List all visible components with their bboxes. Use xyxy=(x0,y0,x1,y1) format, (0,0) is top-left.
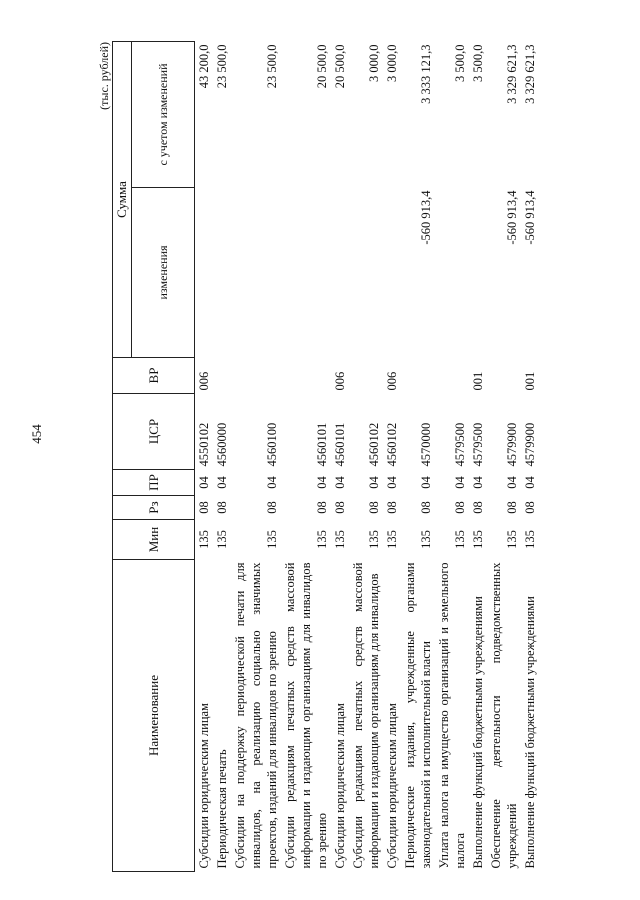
cell-change xyxy=(349,188,383,358)
header-changes: изменения xyxy=(132,188,195,358)
cell-pr: 04 xyxy=(385,476,399,489)
cell-vr: 006 xyxy=(197,371,211,391)
cell-total: 3 329 621,3 xyxy=(505,44,519,104)
cell-min: 135 xyxy=(367,530,381,549)
table-row xyxy=(281,42,331,872)
cell-total: 20 500,0 xyxy=(315,44,329,89)
cell-change xyxy=(469,188,487,358)
cell-change xyxy=(195,188,214,358)
cell-change xyxy=(383,188,401,358)
cell-total: 3 000,0 xyxy=(367,44,381,82)
rotated-document xyxy=(96,42,588,872)
table-body xyxy=(195,42,540,872)
cell-pr: 04 xyxy=(419,476,433,489)
cell-vr: 001 xyxy=(471,371,485,391)
cell-csr: 4579500 xyxy=(471,422,485,467)
cell-csr: 4579900 xyxy=(505,422,519,467)
cell-name: Субсидии юридическим лицам xyxy=(197,703,211,869)
cell-total: 23 500,0 xyxy=(215,44,229,89)
cell-pr: 04 xyxy=(471,476,485,489)
cell-min: 135 xyxy=(453,530,467,549)
table-row xyxy=(383,42,401,872)
cell-pr: 04 xyxy=(453,476,467,489)
header-vr: ВР xyxy=(113,358,195,394)
cell-csr: 4550102 xyxy=(197,422,211,467)
cell-rz: 08 xyxy=(471,501,485,514)
cell-csr: 4570000 xyxy=(419,422,433,467)
cell-vr xyxy=(349,358,383,394)
cell-min: 135 xyxy=(385,530,399,549)
cell-vr: 006 xyxy=(333,371,347,391)
cell-vr xyxy=(213,358,231,394)
cell-vr xyxy=(435,358,469,394)
cell-csr: 4560100 xyxy=(265,422,279,467)
cell-csr: 4560000 xyxy=(215,422,229,467)
cell-pr: 04 xyxy=(265,476,279,489)
cell-change xyxy=(331,188,349,358)
header-csr: ЦСР xyxy=(113,394,195,470)
cell-name: Уплата налога на имущество организаций и земельного налога xyxy=(437,562,467,869)
table-row xyxy=(487,42,521,872)
header-rz: Рз xyxy=(113,496,195,520)
cell-rz: 08 xyxy=(505,501,519,514)
table-row xyxy=(349,42,383,872)
cell-min: 135 xyxy=(419,530,433,549)
cell-rz: 08 xyxy=(367,501,381,514)
cell-rz: 08 xyxy=(453,501,467,514)
cell-csr: 4560102 xyxy=(385,422,399,467)
table-row xyxy=(521,42,539,872)
cell-total: 23 500,0 xyxy=(265,44,279,89)
units-label: (тыс. рублей) xyxy=(97,42,111,110)
cell-pr: 04 xyxy=(333,476,347,489)
cell-min: 135 xyxy=(265,530,279,549)
cell-total: 3 329 621,3 xyxy=(523,44,537,104)
cell-csr: 4579900 xyxy=(523,422,537,467)
cell-name: Субсидии на поддержку периодической печати для инвалидов, на реализацию социально значимых проектов, изданий для инвалидов по зрению xyxy=(233,562,279,869)
cell-change xyxy=(213,188,231,358)
cell-rz: 08 xyxy=(419,501,433,514)
cell-csr: 4560101 xyxy=(315,422,329,467)
cell-pr: 04 xyxy=(315,476,329,489)
cell-change: -560 913,4 xyxy=(523,190,537,245)
cell-min: 135 xyxy=(505,530,519,549)
cell-vr xyxy=(401,358,435,394)
cell-min: 135 xyxy=(215,530,229,549)
cell-name: Периодическая печать xyxy=(215,749,229,869)
cell-total: 3 000,0 xyxy=(385,44,399,82)
cell-total: 43 200,0 xyxy=(197,44,211,89)
cell-rz: 08 xyxy=(385,501,399,514)
cell-change xyxy=(281,188,331,358)
cell-pr: 04 xyxy=(523,476,537,489)
cell-rz: 08 xyxy=(523,501,537,514)
cell-total: 3 500,0 xyxy=(471,44,485,82)
cell-rz: 08 xyxy=(197,501,211,514)
cell-min: 135 xyxy=(315,530,329,549)
cell-vr: 006 xyxy=(385,371,399,391)
cell-name: Выполнение функций бюджетными учреждениями xyxy=(523,596,537,869)
cell-name: Выполнение функций бюджетными учреждениями xyxy=(471,596,485,869)
table-row xyxy=(195,42,214,872)
cell-name: Субсидии юридическим лицам xyxy=(333,703,347,869)
cell-change: -560 913,4 xyxy=(419,190,433,245)
header-pr: ПР xyxy=(113,470,195,496)
cell-name: Субсидии юридическим лицам xyxy=(385,703,399,869)
cell-csr: 4560101 xyxy=(333,422,347,467)
table-row xyxy=(435,42,469,872)
cell-pr: 04 xyxy=(197,476,211,489)
header-min: Мин xyxy=(113,520,195,560)
cell-name: Периодические издания, учрежденные органами законодательной и исполнительной власти xyxy=(403,562,433,869)
budget-table xyxy=(112,41,539,872)
table-row xyxy=(401,42,435,872)
table-row xyxy=(331,42,349,872)
cell-vr xyxy=(281,358,331,394)
cell-vr: 001 xyxy=(523,371,537,391)
cell-pr: 04 xyxy=(215,476,229,489)
header-name: Наименование xyxy=(113,560,195,872)
cell-min: 135 xyxy=(471,530,485,549)
cell-rz: 08 xyxy=(215,501,229,514)
cell-total: 20 500,0 xyxy=(333,44,347,89)
cell-csr: 4579500 xyxy=(453,422,467,467)
table-row xyxy=(213,42,231,872)
cell-min: 135 xyxy=(197,530,211,549)
cell-total: 3 500,0 xyxy=(453,44,467,82)
cell-name: Субсидии редакциям печатных средств массовой информации и издающим организациям для инвалидов по зрению xyxy=(283,562,329,869)
table-row xyxy=(469,42,487,872)
cell-rz: 08 xyxy=(265,501,279,514)
cell-total: 3 333 121,3 xyxy=(419,44,433,104)
cell-name: Обеспечение деятельности подведомственных учреждений xyxy=(489,562,519,869)
cell-vr xyxy=(231,358,281,394)
cell-min: 135 xyxy=(333,530,347,549)
cell-change xyxy=(231,188,281,358)
page-number: 454 xyxy=(29,424,44,444)
header-with-changes: с учетом изменений xyxy=(132,42,195,188)
cell-csr: 4560102 xyxy=(367,422,381,467)
table-row xyxy=(231,42,281,872)
cell-name: Субсидии редакциям печатных средств массовой информации и издающим организациям для инвалидов xyxy=(351,562,381,869)
header-sum: Сумма xyxy=(113,42,132,358)
cell-rz: 08 xyxy=(315,501,329,514)
cell-change: -560 913,4 xyxy=(505,190,519,245)
cell-change xyxy=(435,188,469,358)
cell-rz: 08 xyxy=(333,501,347,514)
cell-min: 135 xyxy=(523,530,537,549)
cell-pr: 04 xyxy=(505,476,519,489)
cell-vr xyxy=(487,358,521,394)
cell-pr: 04 xyxy=(367,476,381,489)
